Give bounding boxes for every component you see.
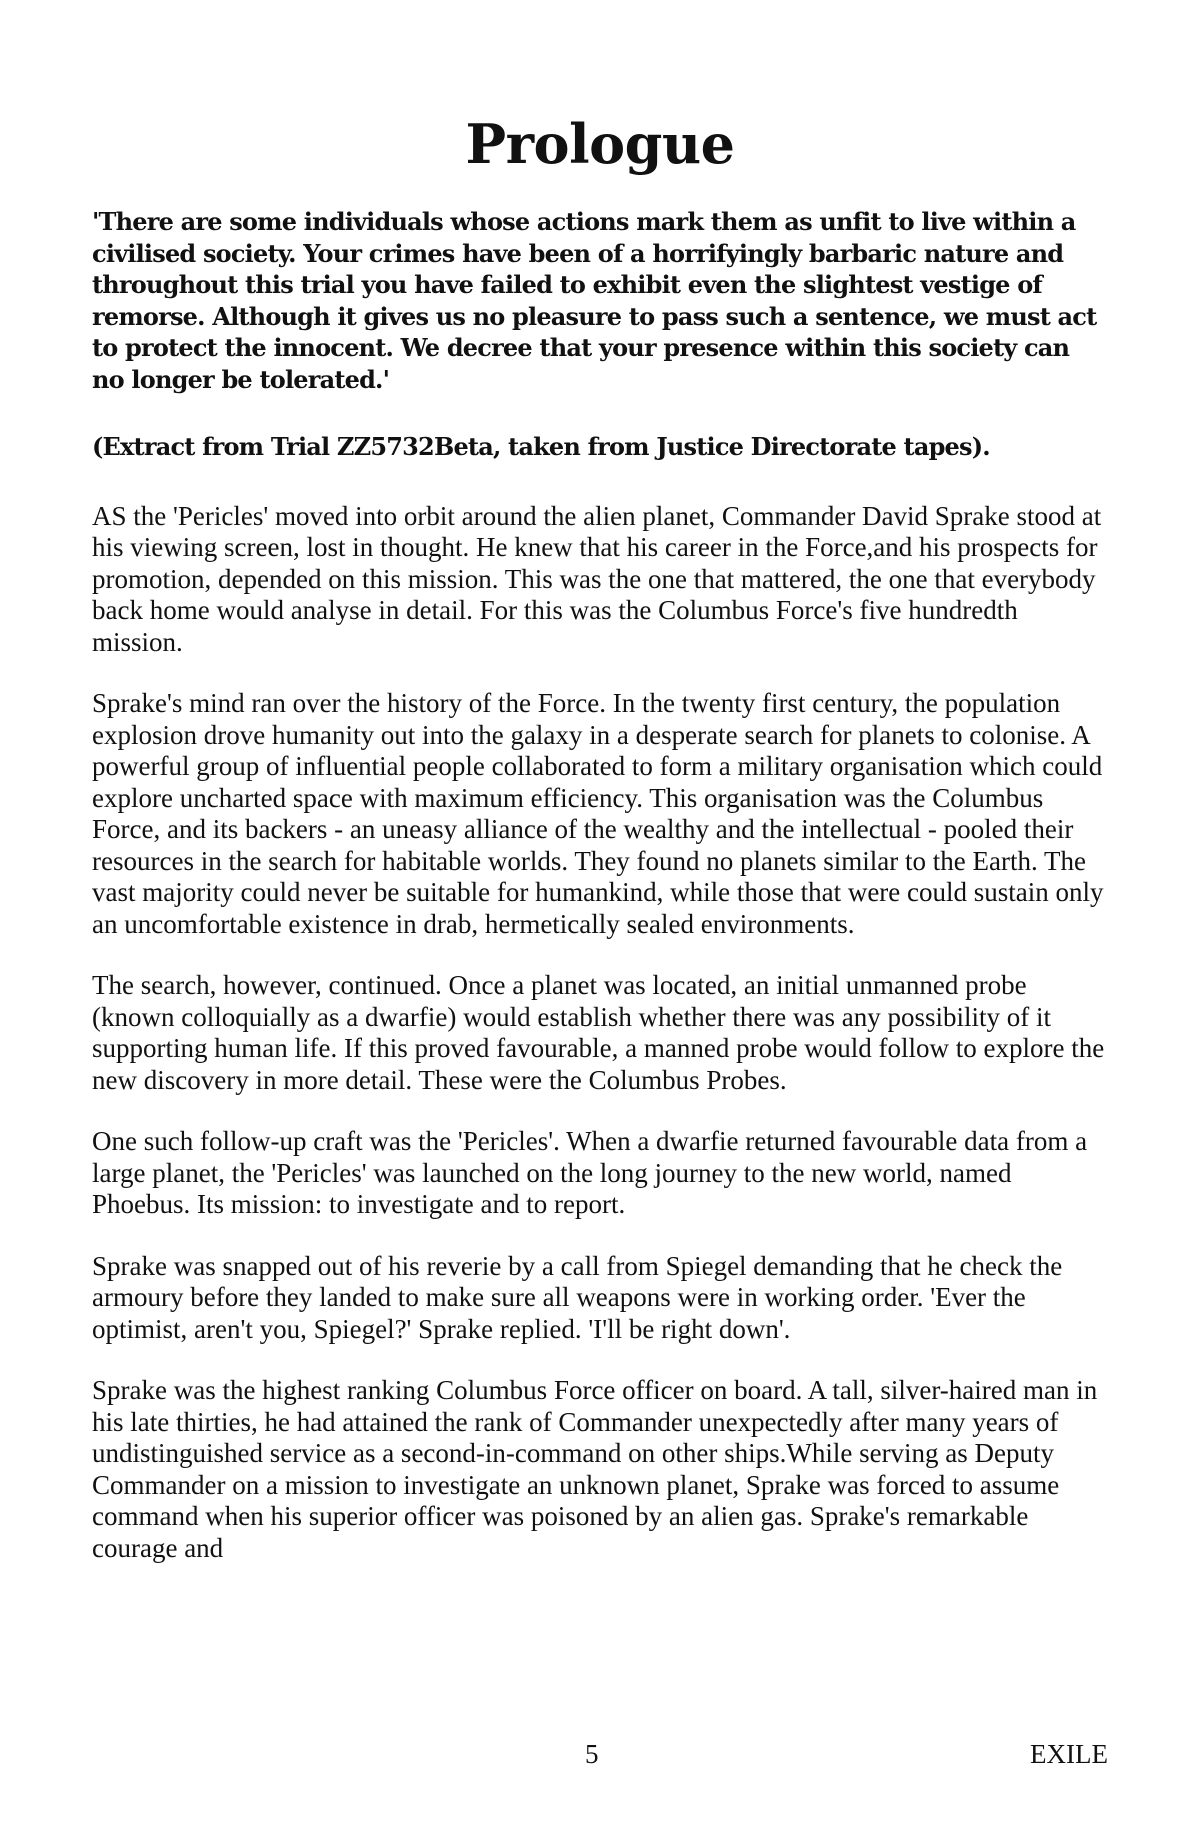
paragraph-4: One such follow-up craft was the 'Pericles'. When a dwarfie returned favourable data from a large planet, the 'Pericles' was launched on the long journey to the new world, named Phoebus. Its mission: to investigate and to report.: [92, 1126, 1088, 1219]
paragraph-2: Sprake's mind ran over the history of the Force. In the twenty first century, the population explosion drove humanity out into the galaxy in a desperate search for planets to colonise. A powerful group of influential people collaborated to form a military organisation which could explore uncharted space with maximum efficiency. This organisation was the Columbus Force, and its backers - an uneasy alliance of the wealthy and the intellectual - pooled their resources in the search for habitable worlds. They found no planets similar to the Earth. The vast majority could never be suitable for humankind, while those that were could sustain only an uncomfortable existence in drab, hermetically sealed environments.: [92, 688, 1104, 939]
paragraph-6: Sprake was the highest ranking Columbus Force officer on board. A tall, silver-haired man in his late thirties, he had attained the rank of Commander unexpectedly after many years of undistinguished service as a second-in-command on other ships.While serving as Deputy Commander on a mission to investigate an unknown planet, Sprake was forced to assume command when his superior officer was poisoned by an alien gas. Sprake's remarkable courage and: [92, 1375, 1098, 1563]
extract-citation: (Extract from Trial ZZ5732Beta, taken from Justice Directorate tapes).: [92, 432, 990, 461]
running-footer-title: EXILE: [1030, 1739, 1108, 1769]
paragraph-5: Sprake was snapped out of his reverie by a call from Spiegel demanding that he check the armoury before they landed to make sure all weapons were in working order. 'Ever the optimist, aren't you, Spiegel?' Sprake replied. 'I'll be right down'.: [92, 1250, 1063, 1344]
chapter-title: Prologue: [465, 112, 735, 176]
sentence-quote: 'There are some individuals whose actions mark them as unfit to live within a civilised society. Your crimes have been of a horrifyingly barbaric nature and throughout this trial you have failed to exhibit even the slightest vestige of remorse. Although it gives us no pleasure to pass such a sentence, we must act to protect the innocent. We decree that your presence within this society can no longer be tolerated.': [92, 207, 1097, 394]
paragraph-3: The search, however, continued. Once a planet was located, an initial unmanned probe (known colloquially as a dwarfie) would establish whether there was any possibility of it supporting human life. If this proved favourable, a manned probe would follow to explore the new discovery in more detail. These were the Columbus Probes.: [92, 970, 1105, 1095]
paragraph-1: AS the 'Pericles' moved into orbit around the alien planet, Commander David Sprake stood at his viewing screen, lost in thought. He knew that his career in the Force,and his prospects for promotion, depended on this mission. This was the one that mattered, the one that everybody back home would analyse in detail. For this was the Columbus Force's five hundredth mission.: [92, 500, 1102, 657]
page-body: [92, 206, 1107, 1594]
page-number: 5: [585, 1739, 599, 1769]
